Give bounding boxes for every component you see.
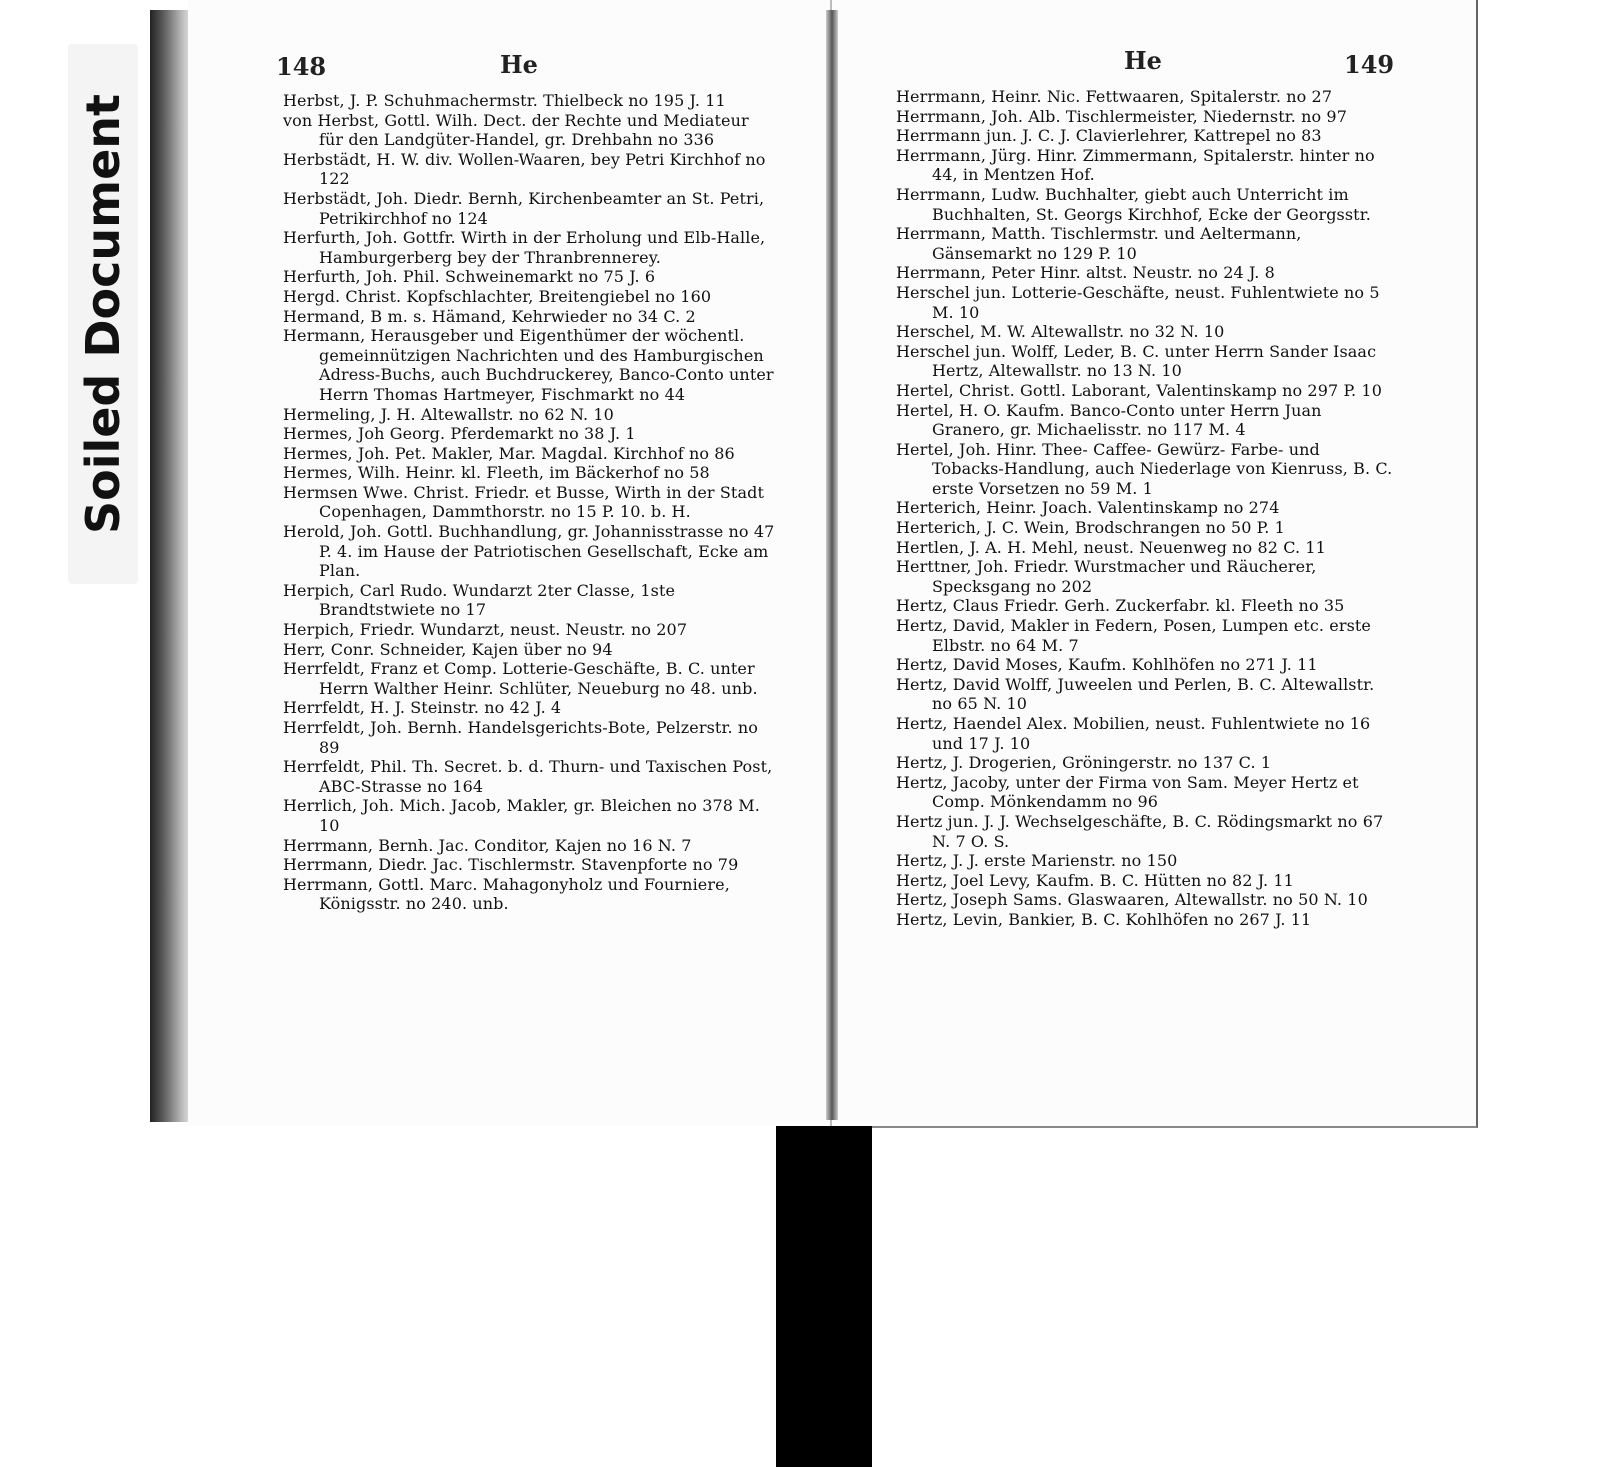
directory-entry: Herterich, Heinr. Joach. Valentinskamp no 274	[896, 498, 1280, 518]
directory-entry: Herrmann jun. J. C. J. Clavierlehrer, Kattrepel no 83	[896, 126, 1322, 146]
directory-entry: Hermann, Herausgeber und Eigenthümer der wöchentl. gemeinnützigen Nachrichten und des Hamburgischen Adress-Buchs, auch Buchdruckerey, Banco-Conto unter Herrn Thomas Hartmeyer, Fischmarkt no 44	[283, 326, 774, 404]
tab-label-text: Soiled Document	[76, 93, 130, 535]
directory-entry: Hertz, David Wolff, Juweelen und Perlen, B. C. Altewallstr. no 65 N. 10	[896, 674, 1375, 714]
directory-entry: Hertz, Levin, Bankier, B. C. Kohlhöfen no 267 J. 11	[896, 909, 1312, 929]
directory-entry: Herr, Conr. Schneider, Kajen über no 94	[283, 639, 613, 659]
directory-entry: Herrmann, Heinr. Nic. Fettwaaren, Spitalerstr. no 27	[896, 87, 1333, 106]
directory-entry: Hertz, Jacoby, unter der Firma von Sam. Meyer Hertz et Comp. Mönkendamm no 96	[896, 772, 1359, 812]
directory-entry: Herfurth, Joh. Phil. Schweinemarkt no 75 J. 6	[283, 267, 656, 287]
directory-entry: Herrmann, Ludw. Buchhalter, giebt auch Unterricht im Buchhalten, St. Georgs Kirchhof, Ecke der Georgsstr.	[896, 184, 1371, 224]
directory-entry: Herrmann, Diedr. Jac. Tischlermstr. Stavenpforte no 79	[283, 855, 739, 875]
directory-entry: Hertlen, J. A. H. Mehl, neust. Neuenweg no 82 C. 11	[896, 537, 1326, 557]
directory-entry: Hertel, H. O. Kaufm. Banco-Conto unter Herrn Juan Granero, gr. Michaelisstr. no 117 M. 4	[896, 400, 1322, 440]
book-spine-edge	[150, 10, 190, 1122]
directory-entry: Herrmann, Jürg. Hinr. Zimmermann, Spitalerstr. hinter no 44, in Mentzen Hof.	[896, 145, 1375, 185]
directory-entry: Hermes, Wilh. Heinr. kl. Fleeth, im Bäckerhof no 58	[283, 463, 710, 483]
directory-entry: Herpich, Friedr. Wundarzt, neust. Neustr. no 207	[283, 620, 688, 640]
directory-entry: Hermand, B m. s. Hämand, Kehrwieder no 34 C. 2	[283, 306, 696, 326]
directory-entry: Hertz, Joel Levy, Kaufm. B. C. Hütten no 82 J. 11	[896, 870, 1294, 890]
directory-entry: Hertz, J. Drogerien, Gröningerstr. no 137 C. 1	[896, 753, 1272, 773]
directory-entry: Hertz jun. J. J. Wechselgeschäfte, B. C. Rödingsmarkt no 67 N. 7 O. S.	[896, 811, 1384, 851]
directory-entry: Hertz, Claus Friedr. Gerh. Zuckerfabr. kl. Fleeth no 35	[896, 596, 1345, 616]
directory-entry: Herrfeldt, Joh. Bernh. Handelsgerichts-Bote, Pelzerstr. no 89	[283, 718, 758, 757]
directory-entry: Hermes, Joh Georg. Pferdemarkt no 38 J. 1	[283, 424, 636, 444]
directory-entry: Hertel, Joh. Hinr. Thee- Caffee- Gewürz- Farbe- und Tobacks-Handlung, auch Niederlage von Kienruss, B. C. erste Vorsetzen no 59 M. 1	[896, 439, 1393, 498]
directory-entry: Hergd. Christ. Kopfschlachter, Breitengiebel no 160	[283, 286, 712, 306]
directory-entry: Herttner, Joh. Friedr. Wurstmacher und Räucherer, Specksgang no 202	[896, 557, 1317, 596]
directory-entry: Hermeling, J. H. Altewallstr. no 62 N. 10	[283, 404, 614, 424]
directory-entry: Hertz, Joseph Sams. Glaswaaren, Altewallstr. no 50 N. 10	[896, 890, 1368, 910]
directory-entry: Herpich, Carl Rudo. Wundarzt 2ter Classe, 1ste Brandtstwiete no 17	[283, 580, 676, 620]
directory-entry: Herrmann, Peter Hinr. altst. Neustr. no 24 J. 8	[896, 263, 1275, 283]
directory-entry: Herfurth, Joh. Gottfr. Wirth in der Erholung und Elb-Halle, Hamburgerberg bey der Thranbrennerey.	[283, 228, 766, 267]
directory-entry: Herschel jun. Wolff, Leder, B. C. unter Herrn Sander Isaac Hertz, Altewallstr. no 13 N. 10	[896, 341, 1377, 381]
left-entry-list	[283, 91, 777, 914]
directory-entry: Herrmann, Bernh. Jac. Conditor, Kajen no 16 N. 7	[283, 835, 692, 855]
directory-entry: Hertz, David Moses, Kaufm. Kohlhöfen no 271 J. 11	[896, 655, 1318, 675]
directory-entry: Hertz, David, Makler in Federn, Posen, Lumpen etc. erste Elbstr. no 64 M. 7	[896, 616, 1371, 655]
directory-entry: Herbst, J. P. Schuhmachermstr. Thielbeck no 195 J. 11	[283, 91, 726, 110]
right-page-number: 149	[1344, 50, 1395, 79]
directory-entry: Hertz, Haendel Alex. Mobilien, neust. Fuhlentwiete no 16 und 17 J. 10	[896, 714, 1371, 753]
directory-entry: Herterich, J. C. Wein, Brodschrangen no 50 P. 1	[896, 518, 1285, 538]
bookmark-ribbon	[776, 1126, 872, 1467]
directory-entry: Hermes, Joh. Pet. Makler, Mar. Magdal. Kirchhof no 86	[283, 443, 735, 463]
directory-entry: Herschel, M. W. Altewallstr. no 32 N. 10	[896, 322, 1225, 342]
left-page-header: He	[500, 50, 538, 79]
directory-entry: Herrfeldt, Phil. Th. Secret. b. d. Thurn- und Taxischen Post, ABC-Strasse no 164	[283, 757, 773, 796]
directory-entry: Hertz, J. J. erste Marienstr. no 150	[896, 851, 1178, 871]
directory-entry: Herrfeldt, Franz et Comp. Lotterie-Geschäfte, B. C. unter Herrn Walther Heinr. Schlüter, Neueburg no 48. unb.	[283, 659, 758, 698]
directory-entry: von Herbst, Gottl. Wilh. Dect. der Rechte und Mediateur für den Landgüter-Handel, gr. Drehbahn no 336	[283, 110, 749, 150]
directory-entry: Herrmann, Joh. Alb. Tischlermeister, Niedernstr. no 97	[896, 106, 1347, 126]
directory-entry: Hertel, Christ. Gottl. Laborant, Valentinskamp no 297 P. 10	[896, 380, 1382, 400]
book-gutter	[826, 10, 838, 1120]
directory-entry: Herbstädt, H. W. div. Wollen-Waaren, bey Petri Kirchhof no 122	[283, 149, 766, 189]
right-page-header: He	[1124, 46, 1162, 75]
left-page-number: 148	[276, 52, 327, 81]
directory-entry: Herschel jun. Lotterie-Geschäfte, neust. Fuhlentwiete no 5 M. 10	[896, 282, 1380, 322]
document-tab-label	[68, 44, 138, 584]
directory-entry: Herrlich, Joh. Mich. Jacob, Makler, gr. Bleichen no 378 M. 10	[283, 796, 760, 835]
directory-entry: Herold, Joh. Gottl. Buchhandlung, gr. Johannisstrasse no 47 P. 4. im Hause der Patriotischen Gesellschaft, Ecke am Plan.	[283, 522, 775, 581]
directory-entry: Herbstädt, Joh. Diedr. Bernh, Kirchenbeamter an St. Petri, Petrikirchhof no 124	[283, 188, 765, 228]
directory-entry: Herrfeldt, H. J. Steinstr. no 42 J. 4	[283, 698, 562, 718]
directory-entry: Herrmann, Gottl. Marc. Mahagonyholz und Fourniere, Königsstr. no 240. unb.	[283, 874, 730, 914]
directory-entry: Herrmann, Matth. Tischlermstr. und Aeltermann, Gänsemarkt no 129 P. 10	[896, 224, 1302, 263]
directory-entry: Hermsen Wwe. Christ. Friedr. et Busse, Wirth in der Stadt Copenhagen, Dammthorstr. no 15 P. 10. b. H.	[283, 482, 764, 522]
right-entry-list	[896, 87, 1394, 930]
